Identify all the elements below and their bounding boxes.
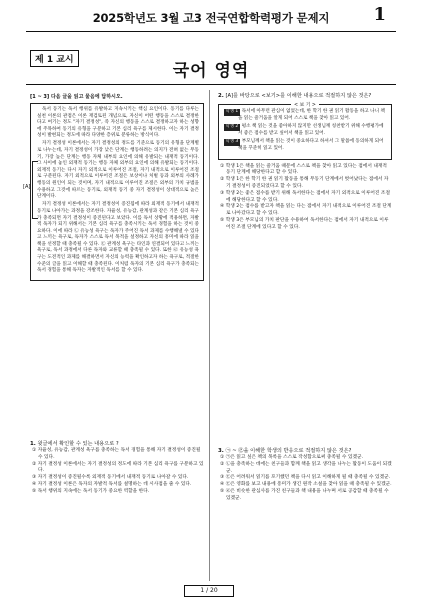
bogi-item: 학생 3 부모님께서 책을 읽는 것이 중요하다고 하셔서 그 말씀에 동의하게 되어 책을 꾸준히 읽고 있어. — [225, 139, 384, 151]
answer-option[interactable]: ⑤ 학생 3은 부모님의 가치 판단을 수용하여 독서한다는 점에서 자기 내적으로 이루어진 조절 단계에 있다고 할 수 있다. — [220, 217, 389, 230]
question-stem: 윗글에서 확인할 수 있는 내용으로 ? — [37, 441, 119, 447]
question-number: 3. — [218, 448, 224, 454]
answer-option[interactable]: ⑤ ㉣은 비슷한 관심사를 가진 친구들과 책 내용을 나누며 서로 공감할 때 충족될 수 있겠군. — [220, 488, 389, 501]
passage-paragraph: 독서 동기는 독서 행위를 유발하고 지속시키는 핵심 요인이다. 동기를 다루는 실천 이론의 관점은 이론 재검토된 개념으로, 자신이 어떤 행동을 스스로 결정한다고 여기는 정도 "자기 결정성", 즉 자신의 행동을 스스로 결정하고자 하는 성향에 주목하여 동기의 유형을 구분하고 기본 심리 욕구를 제시한다. 이는 자기 결정성이 발현되는 정도에 따라 다양한 층위로 분류하는 방식이다. — [37, 107, 199, 139]
total-pages: 20 — [210, 587, 218, 594]
question-stem: ㉠ ~ ㉣을 이해한 학생의 반응으로 적절하지 않은 것은? — [225, 448, 352, 454]
page-number: 1 — [373, 4, 386, 25]
header-rule-bottom — [26, 84, 396, 85]
session-badge: 제 1 교시 — [30, 50, 79, 67]
student-tag: 학생 1 — [225, 109, 239, 114]
question-3 — [218, 448, 392, 503]
exam-header — [0, 0, 422, 81]
bogi-box — [218, 104, 392, 160]
section-a-bracket — [32, 161, 38, 219]
question-number: 1. — [30, 441, 36, 447]
question-1 — [30, 441, 204, 496]
slash-separator: / — [206, 587, 209, 594]
page-indicator — [184, 585, 234, 597]
answer-option[interactable]: ① 학생 1은 책을 읽는 즐거움 때문에 스스로 책을 찾아 읽고 있다는 점에서 내재적 동기 단계에 해당한다고 할 수 있다. — [220, 163, 387, 176]
page-footer — [0, 585, 422, 597]
passage-instruction: [1 ~ 3] 다음 글을 읽고 물음에 답하시오. — [30, 94, 123, 100]
answer-option[interactable]: ④ ㉢은 영화를 보고 내용에 흥미가 생긴 원작 소설을 찾아 읽을 때 충족될 수 있겠군. — [220, 482, 392, 488]
column-divider — [209, 90, 210, 581]
answer-option[interactable]: ③ ㉢은 어려워서 읽기를 포기했던 책을 다시 읽고 이해하게 될 때 충족될 수 있겠군. — [220, 475, 391, 481]
subject-title: 국어 영역 — [172, 61, 250, 81]
answer-option[interactable]: ⑤ 독서 행위의 지속에는 독서 동기가 중요한 역할을 한다. — [32, 488, 150, 494]
bogi-item: 학생 2 평소 책 읽는 것을 좋아하지 않지만 선생님께 칭찬받기 위해 수행평가에서 좋은 점수를 받고 싶어서 책을 읽고 있어. — [225, 124, 384, 136]
current-page: 1 — [200, 587, 205, 594]
right-column — [218, 93, 392, 232]
answer-option[interactable]: ③ 학생 2는 좋은 점수를 받기 위해 독서한다는 점에서 자기 외적으로 이루어진 조절에 해당한다고 할 수 있다. — [220, 190, 390, 203]
answer-option[interactable]: ④ 자기 결정성 이론은 독자의 자발적 독서를 설명하는 데 시사점을 줄 수 있다. — [32, 481, 192, 487]
section-a-marker: [A] — [23, 184, 31, 190]
answer-option[interactable]: ② ㉡을 충족하는 데에는 친구들과 함께 책을 읽고 생각을 나누는 활동이 도움이 되겠군. — [220, 461, 392, 474]
question-stem: [A]를 바탕으로 <보기>를 이해한 내용으로 적절하지 않은 것은? — [225, 93, 372, 99]
passage-paragraph: 자기 결정성 이론에서는 자기 결정성의 정도를 기준으로 동기의 유형을 단계별로 나누는데, 자기 결정성이 가장 낮은 단계는 행동하려는 의지가 전혀 없는 무동기, 가장 높은 단계는 행동 자체 내부의 요인에 의해 유발되는 내재적 동기이다. 그 사이에 놓인 외재적 동기는 행동 자체 외부의 요인에 의해 유발되는 동기이다. 외재적 동기는 다시 자기 외적으로 이루어진 조절, 자기 내적으로 이루어진 조절로 구분된다. 자기 외적으로 이루어진 조절은 보상이나 처벌 등과 외부의 사례가 행동의 원인이 되는 것이며, 자기 내적으로 이루어진 조절은 외부의 가치 규범을 수용하고 그것에 따르는 동기로, 외재적 동기 중 자기 결정성이 상대적으로 높은 단계이다. — [37, 141, 199, 200]
bogi-title: < 보 기 > — [219, 101, 391, 108]
header-rule — [26, 31, 396, 32]
passage-paragraph: 자기 결정성 이론에서는 자기 결정성이 증진됨에 따라 외재적 동기에서 내재적 동기로 나아가는 과정을 강조한다. 자율성, 유능감, 관계성과 같은 기본 심리 욕구가 충족되면 자기 결정성이 증진된다고 보았다. 이를 독서 상황에 적용하면, 자발적 독자가 되기 위해서는 기본 심리 욕구를 충족시키는 독서 경험을 하는 것이 중요하다. 이에 따라 ㉡ 유능성 욕구는 독자가 주어진 독서 과제를 수행해낼 수 있다고 느끼는 욕구로, 독자가 스스로 독서 목적을 설정하고 자신의 흥미에 따라 읽을 책을 선정할 때 충족될 수 있다. ㉢ 관계성 욕구는 타인과 연결되어 있다고 느끼는 욕구로, 독서 과정에서 다른 독자와 교류할 때 충족될 수 있다. 또한 ㉣ 유능성 욕구는 도전적인 과제를 해결하면서 자신의 능력을 확인하고자 하는 욕구로, 적절한 수준의 글을 읽고 이해할 때 충족된다. 이처럼 독자의 기본 심리 욕구가 충족되는 독서 경험을 통해 독자는 자발적인 독서를 할 수 있다. — [37, 202, 199, 274]
exam-title: 2025학년도 3월 고3 전국연합학력평가 문제지 — [92, 11, 330, 25]
answer-option[interactable]: ② 학생 1은 한 학기 한 권 읽기 활동을 통해 무동기 단계에서 벗어났다는 점에서 자기 결정성이 증진되었다고 할 수 있다. — [220, 177, 389, 189]
answer-option[interactable]: ① ㉠은 읽고 싶은 책의 목록을 스스로 작성함으로써 충족될 수 있겠군. — [220, 455, 364, 460]
left-column — [23, 93, 204, 281]
answer-option[interactable]: ④ 학생 2는 점수를 받고자 책을 읽는 다는 점에서 자기 내적으로 이루어진 조절 단계로 나아갔다고 할 수 있다. — [220, 204, 392, 217]
student-tag: 학생 2 — [225, 124, 239, 130]
answer-option[interactable]: ① 자율성, 유능감, 관계성 욕구를 충족하는 독서 경험을 통해 자기 결정성이 증진될 수 있다. — [32, 448, 201, 460]
student-tag: 학생 3 — [225, 139, 239, 145]
answer-option[interactable]: ③ 자기 결정성이 증진될수록 외재적 동기에서 내재적 동기로 나아갈 수 있다. — [32, 475, 189, 481]
answer-option[interactable]: ② 자기 결정성 이론에서는 자기 결정성의 정도에 따라 기본 심리 욕구를 구분하고 있다. — [32, 461, 204, 474]
reading-passage — [23, 103, 204, 281]
bogi-item: 학생 1 독서에 아무런 관심이 없었는데, 한 학기 한 권 읽기 활동을 하고 나니 책을 읽는 즐거움을 알게 되어 스스로 책을 찾아 읽고 있어. — [225, 109, 385, 121]
question-number: 2. — [218, 93, 224, 99]
